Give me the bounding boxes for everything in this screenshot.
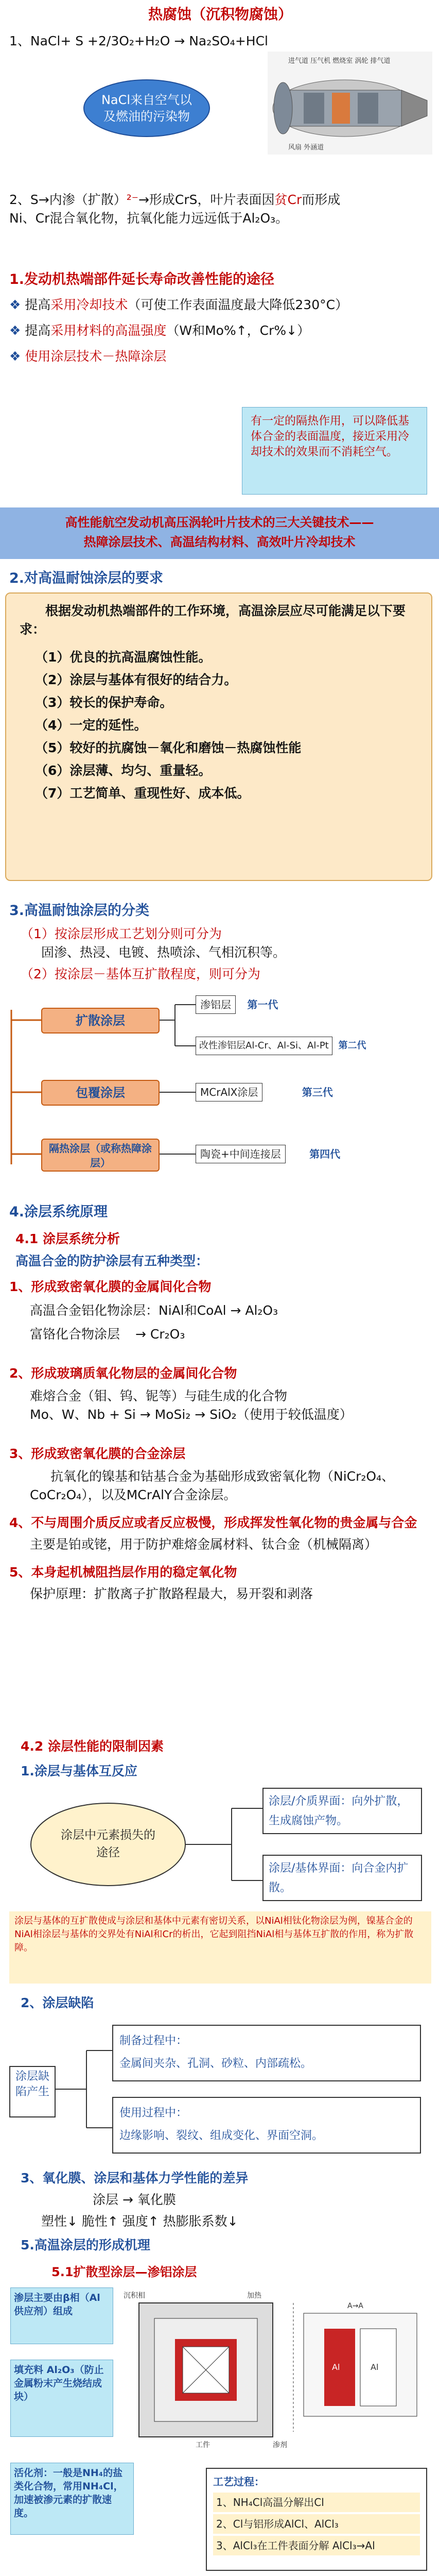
classification-heading: 3.高温耐蚀涂层的分类 xyxy=(9,903,150,919)
coating-types: 1、形成致密氧化膜的金属间化合物 高温合金铝化物涂层：NiAl和CoAl → Al₂O₃ 富铬化合物涂层 → Cr₂O₃ 2、形成玻璃质氧化物层的金属间化合物 难熔合金（钼、钨、铌等）与硅生成的化合物 Mo、W、Nb + Si → MoSi₂ → SiO₂（使用于较低温度） 3、形成致密氧化膜的合金涂层 抗氧化的镍基和钴基合金为基础形成致密氧化物（NiCr₂O₄、CoCr₂O₄），以及MCrAlY合金涂层。 4、不与周围介质反应或者反应极慢，形成挥发性氧化物的贵金属与合金 主要是铂或铑，用于防护难熔金属材料、钛合金（机械隔离） 5、本身起机械阻挡层作用的稳定氧化物 保护原理：扩散离子扩散路程最大，易开裂和剥落 xyxy=(9,1279,417,1601)
defect-use-box: 使用过程中： 边缘影响、裂纹、组成变化、界面空洞。 xyxy=(112,2097,421,2154)
list-item: （3）较长的保护寿命。 xyxy=(35,695,173,710)
gen3-item: MCrAlX涂层 第三代 xyxy=(196,1083,422,1101)
equation-1: 1、NaCl+ S +2/3O₂+H₂O → Na₂SO₄+HCl xyxy=(9,33,268,48)
overlay-coating-node: 包覆涂层 xyxy=(41,1080,160,1106)
list-item: ❖ 提高采用冷却技术（可使工作表面温度最大降低230°C） xyxy=(9,297,348,312)
principle-sub: 4.1 涂层系统分析 xyxy=(15,1231,120,1246)
outer-interface-box: 涂层/介质界面：向外扩散，生成腐蚀产物。 xyxy=(262,1788,422,1834)
list-item: （5）较好的抗腐蚀－氧化和磨蚀－热腐蚀性能 xyxy=(35,740,302,755)
element-loss-center: 涂层中元素损失的途径 xyxy=(61,1828,155,1859)
list-item: ❖ 使用涂层技术－热障涂层 xyxy=(9,349,167,364)
process-box: 工艺过程： 1、NH₄Cl高温分解出Cl 2、Cl与铝形成AlCl、AlCl₃ 3、AlCl₃在工件表面分解 AlCl₃→Al xyxy=(206,2468,427,2571)
beta-phase-note: 渗层主要由β相（Al供应剂）组成 xyxy=(10,2287,113,2344)
list-item: （6）涂层薄、均匀、重量轻。 xyxy=(35,763,212,778)
approaches-list xyxy=(9,296,436,366)
svg-text:渗剂: 渗剂 xyxy=(273,2441,287,2449)
pack-cementation-diagram xyxy=(118,2282,427,2452)
gen2-item: 改性渗铝层Al-Cr、Al-Si、Al-Pt 第二代 xyxy=(196,1037,427,1055)
svg-text:风扇 外涵道: 风扇 外涵道 xyxy=(288,144,324,151)
list-item: （4）一定的延性。 xyxy=(35,718,147,733)
equation-2: 2、S→内渗（扩散）²⁻→形成CrS，叶片表面因贫Cr而形成 Ni、Cr混合氧化物，抗氧化能力远远低于Al₂O₃。 xyxy=(9,192,341,226)
list-item: （1）优良的抗高温腐蚀性能。 xyxy=(35,650,212,665)
limits-h2: 2、涂层缺陷 xyxy=(21,1995,94,2010)
classification-text: （1）按涂层形成工艺划分则可分为 固渗、热浸、电镀、热喷涂、气相沉积等。 （2）按涂层－基体互扩散程度，则可分为 xyxy=(21,926,286,981)
requirements-heading: 2.对高温耐蚀涂层的要求 xyxy=(9,570,164,586)
principle-heading: 4.涂层系统原理 xyxy=(9,1204,108,1220)
requirements-scroll xyxy=(5,592,432,881)
key-tech-band: 高性能航空发动机高压涡轮叶片技术的三大关键技术—— 热障涂层技术、高温结构材料、高效叶片冷却技术 xyxy=(0,507,439,559)
requirements-list xyxy=(20,646,418,805)
svg-text:A→A: A→A xyxy=(347,2302,363,2310)
svg-text:Al: Al xyxy=(332,2362,340,2372)
requirements-intro: 根据发动机热端部件的工作环境，高温涂层应尽可能满足以下要求： xyxy=(20,603,406,637)
svg-text:工件: 工件 xyxy=(196,2441,210,2449)
engine-illustration xyxy=(268,52,432,155)
svg-text:沉积相: 沉积相 xyxy=(124,2292,145,2300)
filler-note: 填充料 Al₂O₃（防止金属粉末产生烧结成块） xyxy=(10,2360,113,2437)
limits-h1: 1.涂层与基体互反应 xyxy=(21,1764,137,1778)
page-title: 热腐蚀（沉积物腐蚀） xyxy=(148,6,293,23)
element-loss-diagram xyxy=(26,1788,427,1901)
defect-prep-box: 制备过程中： 金属间夹杂、孔洞、砂粒、内部疏松。 xyxy=(112,2025,421,2081)
diffusion-barrier-para: 涂层与基体的互扩散使成与涂层和基体中元素有密切关系，以NiAl相钛化物涂层为例，镍基合金的NiAl相涂层与基体的交界处有NiAl和Cr的析出，它起到阻挡NiAl相与基体互扩散的作用，称为扩散障。 xyxy=(9,1911,431,1984)
tbc-note: 有一定的隔热作用，可以降低基体合金的表面温度，接近采用冷却技术的效果而不消耗空气。 xyxy=(242,407,427,495)
svg-text:Al: Al xyxy=(371,2362,379,2372)
limits-sub: 4.2 涂层性能的限制因素 xyxy=(21,1739,164,1754)
list-item: ❖ 提高采用材料的高温强度（W和Mo%↑，Cr%↓） xyxy=(9,323,310,338)
principle-intro: 高温合金的防护涂层有五种类型： xyxy=(15,1253,209,1268)
coating-defects-diagram xyxy=(9,2020,431,2159)
mechanism-sub: 5.1扩散型涂层—渗铝涂层 xyxy=(51,2265,197,2279)
approaches-heading: 1.发动机热端部件延长寿命改善性能的途径 xyxy=(9,272,275,287)
list-item: （7）工艺简单、重现性好、成本低。 xyxy=(35,786,250,801)
thermal-barrier-node: 隔热涂层（或称热障涂层） xyxy=(41,1139,160,1172)
gen1-item: 渗铝层 第一代 xyxy=(196,995,422,1014)
defect-label: 涂层缺陷产生 xyxy=(9,2066,56,2117)
svg-text:加热: 加热 xyxy=(247,2292,261,2300)
nacl-callout: NaCl来自空气以及燃油的污染物 xyxy=(82,77,211,139)
activator-note: 活化剂：一般是NH₄的盐类化合物，常用NH₄Cl，加速被渗元素的扩散速度。 xyxy=(10,2463,134,2535)
gen4-item: 陶瓷+中间连接层 第四代 xyxy=(196,1145,422,1163)
svg-text:进气道 压气机 燃烧室 涡轮 排气道: 进气道 压气机 燃烧室 涡轮 排气道 xyxy=(288,57,391,65)
coating-classification-tree xyxy=(5,989,432,1185)
diffusion-coating-node: 扩散涂层 xyxy=(41,1008,160,1033)
list-item: （2）涂层与基体有很好的结合力。 xyxy=(35,672,237,687)
inner-interface-box: 涂层/基体界面：向合金内扩散。 xyxy=(262,1855,422,1901)
limits-h3-block: 3、氧化膜、涂层和基体力学性能的差异 涂层 → 氧化膜 塑性↓ 脆性↑ 强度↑ 热膨胀系数↓ 5.高温涂层的形成机理 xyxy=(21,2171,249,2252)
